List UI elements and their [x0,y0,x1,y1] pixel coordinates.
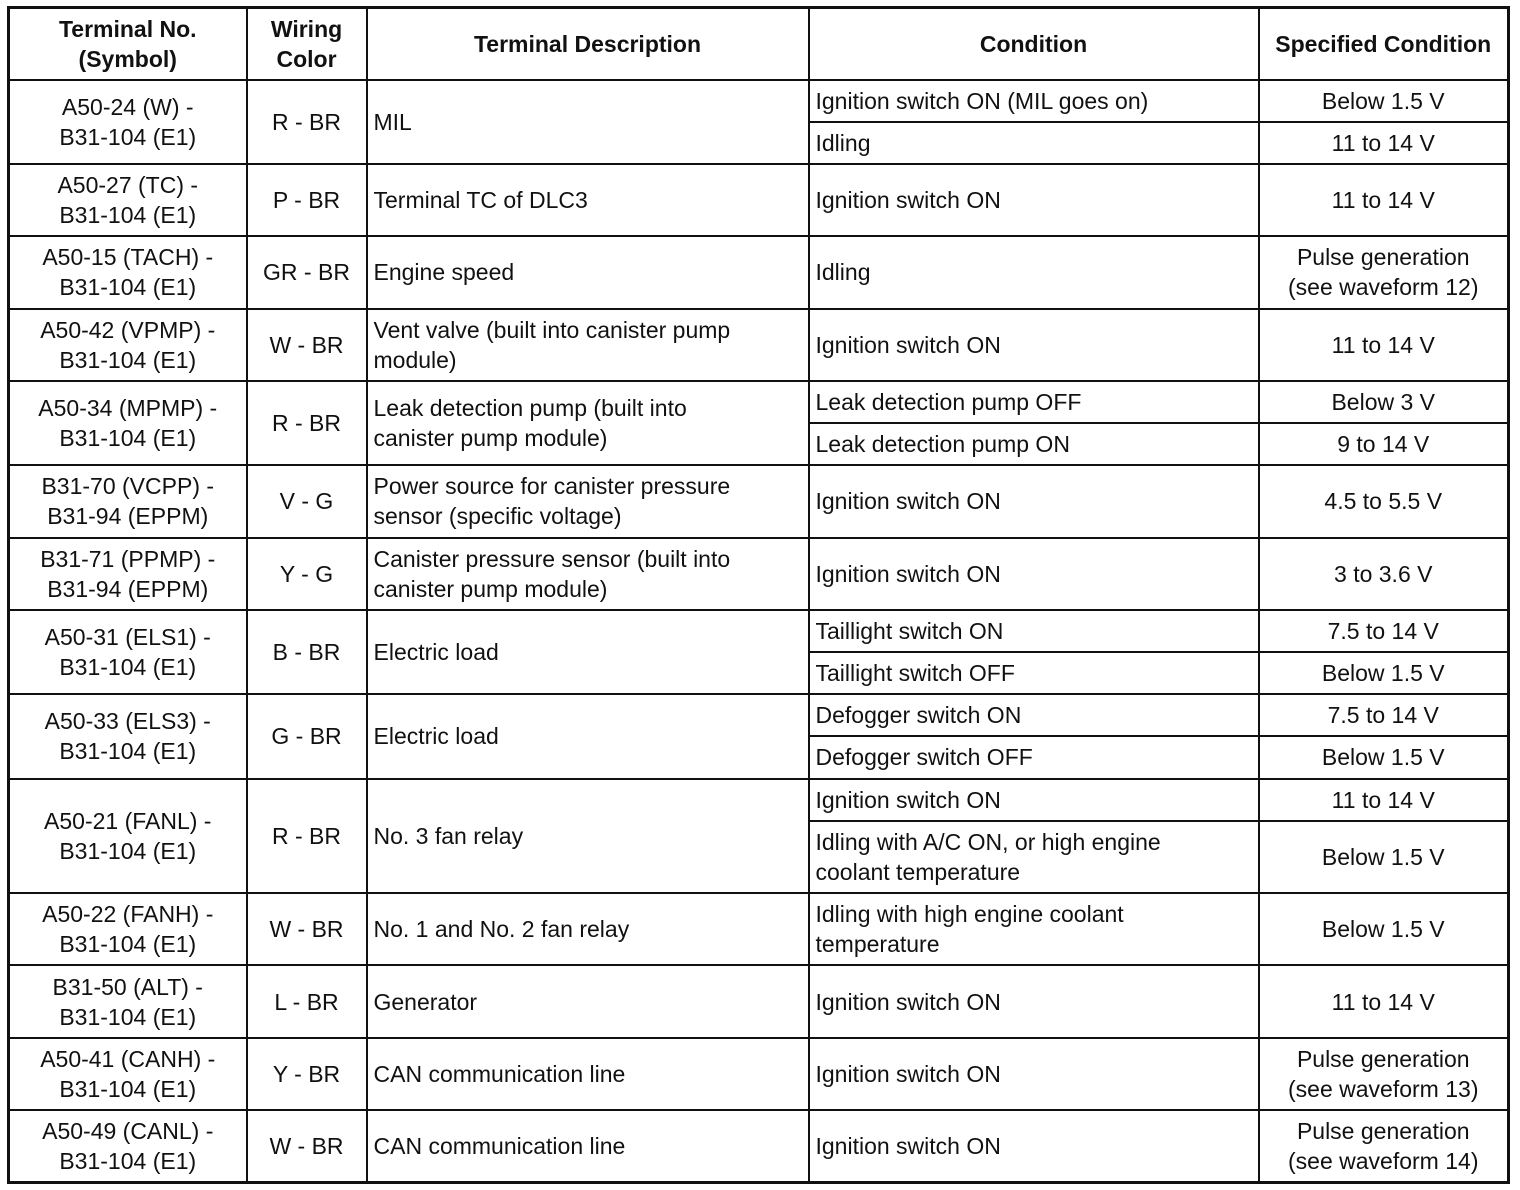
specified-condition-cell [1259,122,1509,164]
specified-condition-cell [1259,965,1509,1037]
condition-line: Defogger switch ON [815,702,1022,729]
specified-line: Below 1.5 V [1321,87,1445,114]
specified-line: Below 1.5 V [1321,843,1445,870]
terminal-cell [9,1110,247,1183]
header-description: Terminal Description [367,8,809,80]
description-cell [367,80,809,164]
terminal-line: A50-42 (VPMP) - [40,316,216,343]
specified-condition-cell [1259,893,1509,965]
wiring-color-cell [247,465,367,537]
specified-line: 11 to 14 V [1331,988,1435,1015]
specified-line: Pulse generation [1296,1045,1470,1072]
specified-condition-cell [1259,736,1509,778]
description-line: module) [373,346,457,373]
specified-line: 11 to 14 V [1331,129,1435,156]
table-row [9,965,1509,1037]
wiring-color: Y - G [279,560,334,587]
specified-line: Below 1.5 V [1321,916,1445,943]
specified-line: (see waveform 12) [1288,274,1479,301]
wiring-color-cell [247,80,367,164]
terminal-line: B31-104 (E1) [59,346,197,373]
terminal-line: A50-21 (FANL) - [44,807,212,834]
description-line: Power source for canister pressure [373,473,731,500]
header-wiring-line2: Color [276,45,337,72]
condition-line: Idling [815,129,871,156]
terminal-cell [9,893,247,965]
terminal-cell [9,381,247,465]
terminal-cell [9,779,247,894]
description-line: No. 1 and No. 2 fan relay [373,916,630,943]
description-cell [367,538,809,610]
header-row [9,8,1509,80]
terminal-line: B31-104 (E1) [59,837,197,864]
table-row [9,309,1509,381]
specified-condition-cell [1259,1038,1509,1110]
specified-condition-cell [1259,652,1509,694]
terminal-line: B31-104 (E1) [59,1075,197,1102]
specified-condition-cell [1259,779,1509,821]
condition-line: Leak detection pump ON [815,431,1070,458]
description-cell [367,164,809,236]
wiring-color: W - BR [269,1133,344,1159]
wiring-color-cell [247,1110,367,1183]
condition-line: coolant temperature [815,858,1021,885]
wiring-color: R - BR [272,822,341,849]
condition-line: Ignition switch ON [815,1133,1001,1159]
description-cell [367,1110,809,1183]
condition-line: Defogger switch OFF [815,744,1033,771]
table-row [9,465,1509,537]
wiring-color-cell [247,538,367,610]
condition-cell [809,893,1259,965]
description-line: canister pump module) [373,575,608,602]
terminal-line: B31-104 (E1) [59,1148,197,1174]
description-cell [367,1038,809,1110]
specified-line: 11 to 14 V [1331,187,1435,214]
specified-line: 3 to 3.6 V [1334,560,1433,587]
wiring-color: V - G [279,488,334,515]
description-line: CAN communication line [373,1060,626,1087]
condition-line: Ignition switch ON [815,988,1001,1015]
condition-line: Leak detection pump OFF [815,388,1082,415]
specified-condition-cell [1259,465,1509,537]
description-cell [367,309,809,381]
header-specified-condition: Specified Condition [1259,8,1509,80]
description-line: Electric load [373,723,499,750]
specified-condition-cell [1259,538,1509,610]
wiring-color: B - BR [272,639,341,665]
terminal-cell [9,1038,247,1110]
terminal-line: A50-41 (CANH) - [40,1045,216,1072]
description-line: Engine speed [373,259,515,286]
terminal-cell [9,538,247,610]
condition-line: Ignition switch ON [815,560,1001,587]
description-cell [367,965,809,1037]
table-row [9,1038,1509,1110]
specified-condition-cell [1259,164,1509,236]
wiring-color-cell [247,610,367,694]
condition-line: temperature [815,931,940,958]
condition-line: Ignition switch ON [815,488,1001,515]
table-row [9,694,1509,736]
specified-line: 4.5 to 5.5 V [1324,488,1443,515]
condition-line: Ignition switch ON [815,187,1001,214]
terminal-line: A50-22 (FANH) - [42,901,214,928]
wiring-color: W - BR [269,916,344,943]
description-cell [367,610,809,694]
wiring-color: R - BR [272,410,341,436]
wiring-color: GR - BR [263,259,350,286]
wiring-color: Y - BR [272,1060,341,1087]
table-row [9,893,1509,965]
description-line: Leak detection pump (built into [373,395,687,421]
specified-condition-cell [1259,1110,1509,1183]
condition-cell [809,465,1259,537]
specified-line: Pulse generation [1296,244,1470,271]
condition-line: Idling [815,259,871,286]
condition-cell [809,309,1259,381]
wiring-color-cell [247,779,367,894]
condition-line: Ignition switch ON [815,786,1001,813]
terminal-cell [9,309,247,381]
table-row [9,164,1509,236]
description-line: Terminal TC of DLC3 [373,187,588,214]
specified-line: Below 1.5 V [1321,744,1445,771]
terminal-line: B31-104 (E1) [59,123,197,150]
table-row [9,381,1509,423]
specified-condition-cell [1259,309,1509,381]
wiring-color: G - BR [271,723,342,750]
specified-line: Below 3 V [1331,388,1436,415]
terminal-line: B31-104 (E1) [59,274,197,301]
terminal-cell [9,965,247,1037]
wiring-color-cell [247,164,367,236]
description-cell [367,236,809,308]
condition-line: Idling with high engine coolant [815,901,1124,928]
condition-cell [809,1110,1259,1183]
terminal-line: A50-31 (ELS1) - [44,624,211,650]
terminal-line: A50-33 (ELS3) - [44,708,211,735]
wiring-color-cell [247,893,367,965]
wiring-color-cell [247,694,367,778]
header-wiring-line1: Wiring [270,15,343,42]
specified-line: 7.5 to 14 V [1327,617,1439,644]
terminal-line: A50-34 (MPMP) - [38,395,218,421]
terminal-line: A50-49 (CANL) - [42,1118,214,1144]
description-line: MIL [373,108,412,135]
specified-condition-cell [1259,694,1509,736]
description-line: Vent valve (built into canister pump [373,316,731,343]
condition-cell [809,779,1259,821]
description-line: sensor (specific voltage) [373,503,622,530]
description-cell [367,893,809,965]
wiring-color-cell [247,1038,367,1110]
terminal-line: B31-71 (PPMP) - [40,545,216,572]
description-line: Electric load [373,639,499,665]
specified-line: Pulse generation [1296,1118,1470,1144]
table-row [9,236,1509,308]
terminal-line: A50-27 (TC) - [57,172,199,199]
description-line: canister pump module) [373,425,608,451]
terminal-cell [9,80,247,164]
terminal-line: A50-24 (W) - [61,93,194,120]
terminal-cell [9,236,247,308]
condition-cell [809,164,1259,236]
specified-condition-cell [1259,610,1509,652]
wiring-color: L - BR [274,988,339,1015]
condition-line: Ignition switch ON (MIL goes on) [815,87,1149,114]
specified-condition-cell [1259,821,1509,893]
terminal-line: A50-15 (TACH) - [42,244,214,271]
terminal-line: B31-50 (ALT) - [52,973,203,1000]
description-line: Canister pressure sensor (built into [373,545,731,572]
specified-condition-cell [1259,236,1509,308]
specified-line: 7.5 to 14 V [1327,702,1439,729]
terminal-line: B31-94 (EPPM) [47,575,209,602]
condition-line: Ignition switch ON [815,331,1001,358]
terminal-spec-table [7,6,1510,1184]
condition-cell [809,821,1259,893]
specified-condition-cell [1259,381,1509,423]
wiring-color-cell [247,309,367,381]
header-terminal [9,8,247,80]
condition-cell [809,1038,1259,1110]
specified-line: 9 to 14 V [1337,431,1430,458]
specified-condition-cell [1259,423,1509,465]
terminal-line: B31-94 (EPPM) [47,503,209,530]
terminal-line: B31-104 (E1) [59,738,197,765]
terminal-cell [9,164,247,236]
description-cell [367,381,809,465]
description-line: Generator [373,988,478,1015]
condition-line: Taillight switch ON [815,617,1004,644]
table-row [9,610,1509,652]
wiring-color: R - BR [272,108,341,135]
terminal-line: B31-104 (E1) [59,202,197,229]
description-cell [367,465,809,537]
terminal-cell [9,610,247,694]
description-line: CAN communication line [373,1133,626,1159]
description-cell [367,779,809,894]
condition-cell [809,122,1259,164]
condition-cell [809,538,1259,610]
condition-cell [809,736,1259,778]
header-condition: Condition [809,8,1259,80]
terminal-line: B31-104 (E1) [59,654,197,680]
header-wiring-color [247,8,367,80]
condition-cell [809,236,1259,308]
table-row [9,1110,1509,1183]
condition-line: Taillight switch OFF [815,660,1015,687]
header-terminal-line2: (Symbol) [78,45,177,72]
specified-line: (see waveform 14) [1288,1148,1479,1174]
terminal-line: B31-104 (E1) [59,1003,197,1030]
table-row [9,779,1509,821]
terminal-line: B31-104 (E1) [59,425,197,451]
condition-line: Ignition switch ON [815,1060,1001,1087]
condition-cell [809,694,1259,736]
condition-cell [809,80,1259,122]
description-cell [367,694,809,778]
wiring-color: W - BR [269,331,344,358]
terminal-line: B31-104 (E1) [59,931,197,958]
terminal-cell [9,465,247,537]
wiring-color: P - BR [272,187,341,214]
table-row [9,80,1509,122]
specified-line: 11 to 14 V [1331,331,1435,358]
wiring-color-cell [247,965,367,1037]
condition-cell [809,965,1259,1037]
condition-cell [809,610,1259,652]
table-body [9,80,1509,1183]
wiring-color-cell [247,381,367,465]
condition-cell [809,423,1259,465]
specified-condition-cell [1259,80,1509,122]
specified-line: (see waveform 13) [1288,1075,1479,1102]
condition-cell [809,652,1259,694]
specified-line: 11 to 14 V [1331,786,1435,813]
condition-cell [809,381,1259,423]
terminal-line: B31-70 (VCPP) - [41,473,215,500]
description-line: No. 3 fan relay [373,822,524,849]
wiring-color-cell [247,236,367,308]
header-terminal-line1: Terminal No. [58,15,197,42]
terminal-cell [9,694,247,778]
condition-line: Idling with A/C ON, or high engine [815,828,1161,855]
specified-line: Below 1.5 V [1321,660,1445,687]
table-row [9,538,1509,610]
